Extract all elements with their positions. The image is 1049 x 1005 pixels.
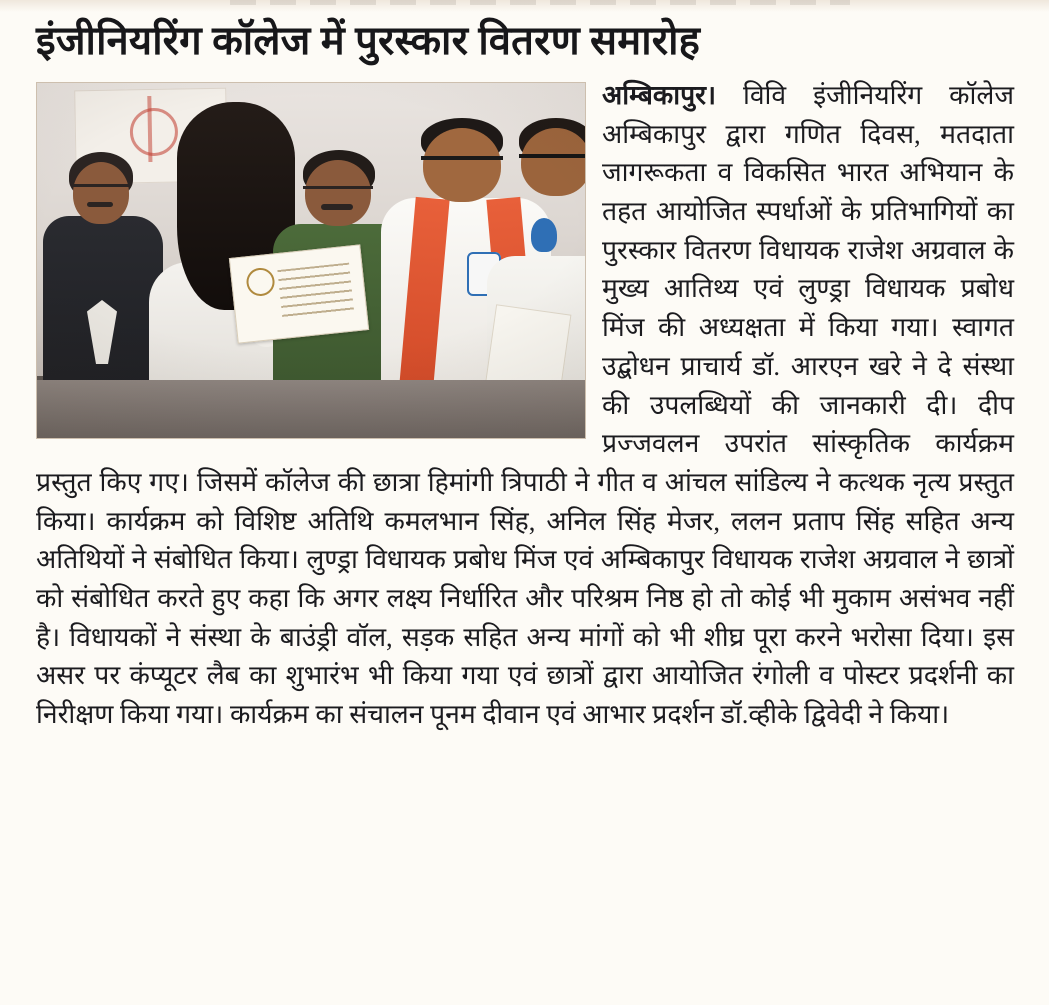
- article: [36, 18, 1014, 734]
- glasses-icon: [519, 154, 586, 170]
- photo-floor: [37, 380, 585, 438]
- page-top-strip: [0, 0, 1049, 12]
- glasses-icon: [73, 184, 129, 199]
- dateline: अम्बिकापुर।: [602, 80, 717, 110]
- article-body-text: विवि इंजीनियरिंग कॉलेज अम्बिकापुर द्वारा गणित दिवस, मतदाता जागरूकता व विकसित भारत अभियान के तहत आयोजित स्पर्धाओं के प्रतिभागियों का पुरस्कार वितरण विधायक राजेश अग्रवाल के मुख्य आतिथ्य एवं लुण्ड्रा विधायक प्रबोध मिंज की अध्यक्षता में किया गया। स्वागत उद्बोधन प्राचार्य डॉ. आरएन खरे ने दे संस्था की उपलब्धियों की जानकारी दी। दीप प्रज्जवलन उपरांत सांस्कृतिक कार्यक्रम प्रस्तुत किए गए। जिसमें कॉलेज की छात्रा हिमांगी त्रिपाठी ने गीत व आंचल सांडिल्य ने कत्थक नृत्य प्रस्तुत किया। कार्यक्रम को विशिष्ट अतिथि कमलभान सिंह, अनिल सिंह मेजर, ललन प्रताप सिंह सहित अन्य अतिथियों ने संबोधित किया। लुण्ड्रा विधायक प्रबोध मिंज एवं अम्बिकापुर विधायक राजेश अग्रवाल ने छात्रों को संबोधित करते हुए कहा कि अगर लक्ष्य निर्धारित और परिश्रम निष्ठ हो तो कोई भी मुकाम असंभव नहीं है। विधायकों ने संस्था के बाउंड्री वॉल, सड़क सहित अन्य मांगों को भी शीघ्र पूरा करने भरोसा दिया। इस असर पर कंप्यूटर लैब का शुभारंभ भी किया गया एवं छात्रों द्वारा आयोजित रंगोली व पोस्टर प्रदर्शनी का निरीक्षण किया गया। कार्यक्रम का संचालन पूनम दीवान एवं आभार प्रदर्शन डॉ.व्हीके द्विवेदी ने किया।: [36, 80, 1014, 729]
- certificate: [229, 244, 369, 343]
- shirt: [87, 300, 117, 364]
- article-photo: [36, 82, 586, 439]
- page-title: इंजीनियरिंग कॉलेज में पुरस्कार वितरण समारोह: [36, 18, 701, 63]
- blue-ribbon-icon: [531, 218, 557, 252]
- article-body: [36, 76, 1014, 734]
- moustache: [87, 202, 113, 207]
- moustache: [321, 204, 353, 210]
- glasses-icon: [303, 186, 373, 201]
- previous-article-remnant: [230, 0, 850, 5]
